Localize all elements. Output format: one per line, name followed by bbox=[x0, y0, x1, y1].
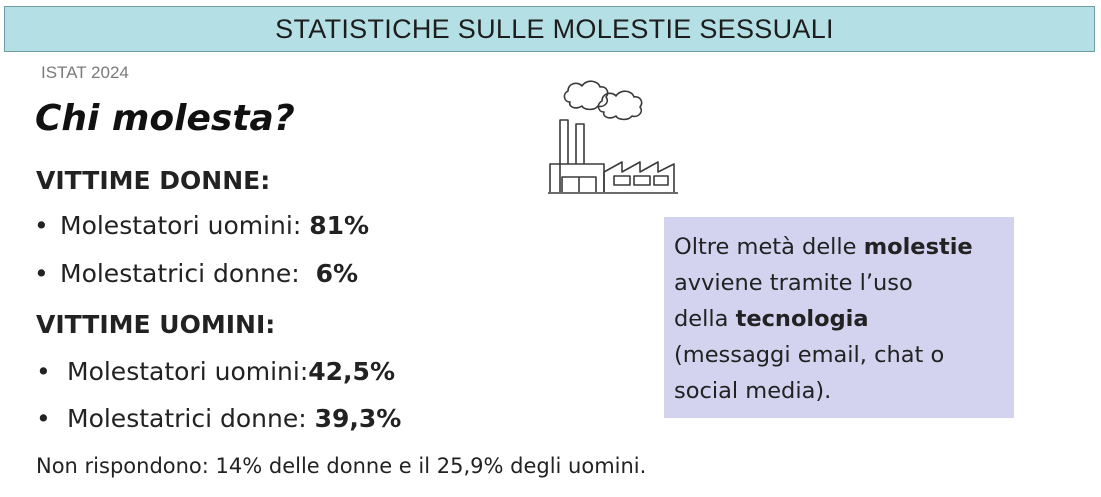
list-item bbox=[36, 404, 401, 433]
bullet-icon: • bbox=[36, 404, 51, 433]
slide-title: STATISTICHE SULLE MOLESTIE SESSUALI bbox=[275, 13, 834, 44]
bullet-icon: • bbox=[36, 357, 51, 386]
info-bold: molestie bbox=[863, 234, 973, 260]
item-label: Molestatori uomini: bbox=[67, 357, 309, 386]
page-heading: Chi molesta? bbox=[35, 98, 295, 139]
info-line bbox=[674, 301, 1004, 337]
info-line: avviene tramite l’uso bbox=[674, 270, 913, 296]
list-item bbox=[34, 211, 369, 240]
item-value: 42,5% bbox=[308, 357, 395, 386]
factory-icon bbox=[546, 72, 680, 198]
footnote: Non rispondono: 14% delle donne e il 25,9% degli uomini. bbox=[36, 454, 647, 478]
bullet-icon: • bbox=[34, 211, 49, 240]
item-value: 81% bbox=[309, 211, 370, 240]
info-line bbox=[674, 229, 1004, 265]
men-section-label: VITTIME UOMINI: bbox=[36, 310, 276, 339]
info-line: (messaggi email, chat o bbox=[674, 342, 945, 368]
item-value: 6% bbox=[315, 259, 359, 288]
source-label: ISTAT 2024 bbox=[41, 63, 129, 82]
info-line: social media). bbox=[674, 378, 832, 404]
women-section-label: VITTIME DONNE: bbox=[36, 166, 271, 195]
title-bar bbox=[4, 6, 1095, 52]
info-bold: tecnologia bbox=[735, 306, 869, 332]
list-item bbox=[34, 259, 358, 288]
info-text: della bbox=[674, 306, 736, 332]
bullet-icon: • bbox=[34, 259, 49, 288]
item-label: Molestatrici donne: bbox=[60, 259, 300, 288]
info-box bbox=[664, 217, 1014, 418]
list-item bbox=[36, 357, 395, 386]
info-text: Oltre metà delle bbox=[674, 234, 864, 260]
item-value: 39,3% bbox=[314, 404, 402, 433]
item-label: Molestatori uomini: bbox=[60, 211, 302, 240]
item-label: Molestatrici donne: bbox=[67, 404, 307, 433]
